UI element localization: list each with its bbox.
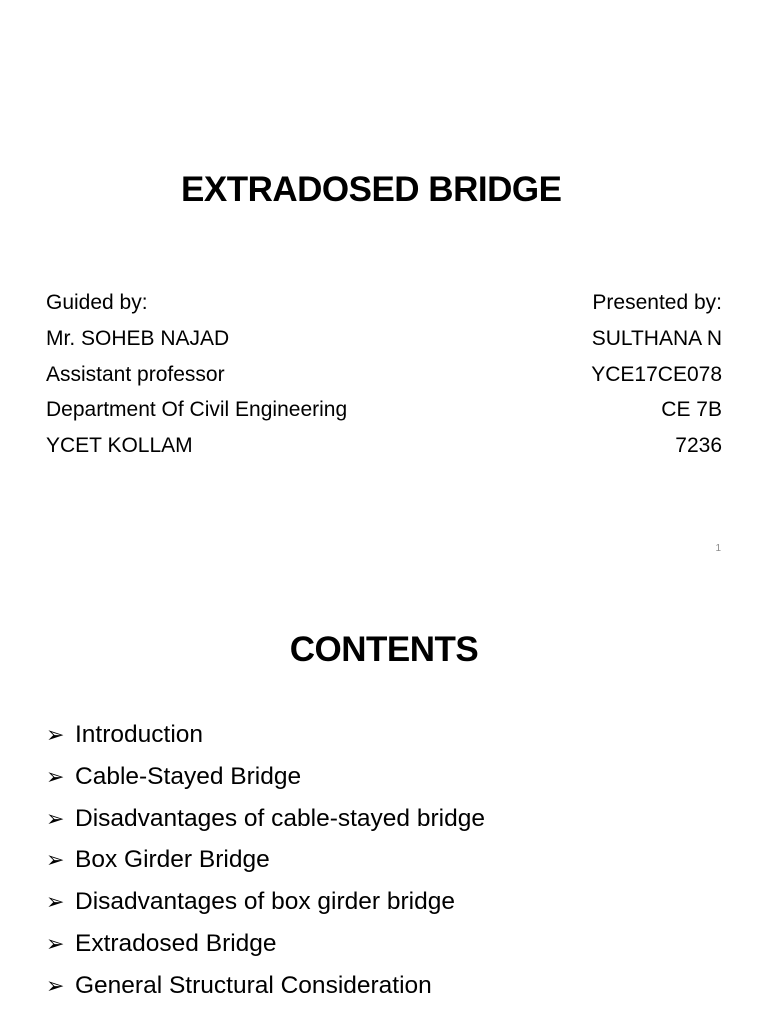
contents-slide: [0, 576, 768, 1024]
arrow-bullet-icon: ➢: [46, 763, 65, 789]
guide-designation: Assistant professor: [46, 362, 225, 386]
list-item-label: Introduction: [75, 721, 204, 748]
arrow-bullet-icon: ➢: [46, 930, 65, 956]
contents-list: [46, 714, 485, 1007]
list-item-label: Box Girder Bridge: [75, 846, 270, 874]
list-item-label: Disadvantages of box girder bridge: [75, 888, 455, 916]
arrow-bullet-icon: ➢: [46, 847, 65, 873]
presenter-class: CE 7B: [661, 398, 722, 422]
list-item: [46, 798, 485, 840]
list-item: [46, 923, 485, 965]
guide-department: Department Of Civil Engineering: [46, 398, 348, 422]
contents-title: CONTENTS: [289, 630, 479, 669]
list-item-label: Extradosed Bridge: [75, 929, 277, 957]
list-item-label: Disadvantages of cable-stayed bridge: [75, 804, 485, 832]
list-item: [46, 756, 485, 798]
presented-by-heading: Presented by:: [592, 291, 722, 314]
guide-institution: YCET KOLLAM: [46, 434, 193, 458]
list-item-label: Cable-Stayed Bridge: [75, 762, 302, 790]
presenter-name: SULTHANA N: [591, 326, 722, 350]
guide-name: Mr. SOHEB NAJAD: [46, 326, 230, 350]
arrow-bullet-icon: ➢: [46, 722, 65, 747]
list-item-label: General Structural Consideration: [75, 971, 432, 999]
presentation-title: EXTRADOSED BRIDGE: [181, 170, 562, 209]
arrow-bullet-icon: ➢: [46, 972, 65, 998]
arrow-bullet-icon: ➢: [46, 889, 65, 915]
list-item: [46, 714, 485, 756]
list-item: [46, 965, 485, 1007]
list-item: [46, 881, 485, 923]
list-item: [46, 839, 485, 881]
presenter-reg-no: YCE17CE078: [591, 362, 722, 386]
guided-by-heading: Guided by:: [46, 291, 148, 314]
arrow-bullet-icon: ➢: [46, 805, 65, 831]
guide-info: [46, 285, 347, 464]
slide-number: 1: [715, 543, 721, 554]
presenter-number: 7236: [675, 434, 722, 458]
presenter-info: [591, 285, 722, 464]
